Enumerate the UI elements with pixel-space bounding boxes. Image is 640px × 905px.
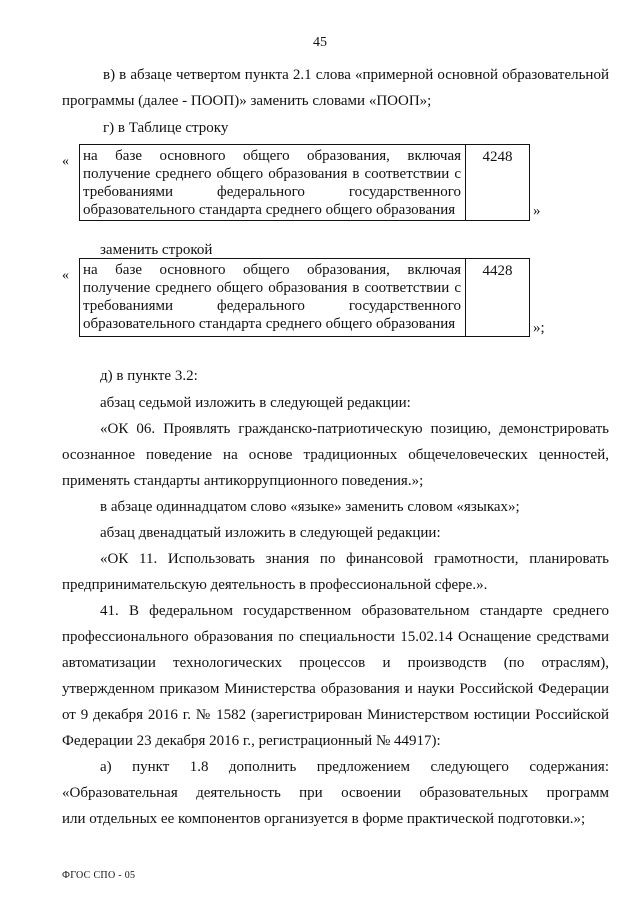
table1-value: 4248 [482,149,513,165]
table2-close-quote: »; [533,320,545,336]
para-a-line1: а) пункт 1.8 дополнить предложением следующего содержания: [100,759,609,775]
ok06-line2: осознанное поведение на основе традиционных общечеловеческих ценностей, [62,447,609,463]
para41-line1: 41. В федеральном государственном образовательном стандарте среднего [100,603,609,619]
para-g: г) в Таблице строку [103,120,229,136]
para-abzac7: абзац седьмой изложить в следующей редакции: [100,395,411,411]
table1-text-cell [80,145,466,220]
table1-open-quote: « [62,154,69,169]
table2-line: образовательного стандарта среднего общего образования [83,316,456,332]
table1-line: на базе основного общего образования, включая [83,148,461,164]
footer-code: ФГОС СПО - 05 [62,870,136,881]
page-number: 45 [313,35,327,50]
para-abzac12: абзац двенадцатый изложить в следующей редакции: [100,525,441,541]
table2-line: получение среднего общего образования в соответствии с [83,280,461,296]
replace-label: заменить строкой [100,242,213,258]
para41-line6: Федерации 23 декабря 2016 г., регистрационный № 44917): [62,733,441,749]
para41-line5: от 9 декабря 2016 г. № 1582 (зарегистрирован Министерством юстиции Российской [62,707,609,723]
para-a-line3: или отдельных ее компонентов организуется в форме практической подготовки.»; [62,811,586,827]
table1-line: образовательного стандарта среднего общего образования [83,202,456,218]
table2 [79,258,530,337]
table1-line: требованиями федерального государственного [83,184,461,200]
para-a-line2: «Образовательная деятельность при освоении образовательных программ [62,785,609,801]
ok11-line2: предпринимательскую деятельность в профессиональной сфере.». [62,577,488,593]
para41-line4: утвержденном приказом Министерства образования и науки Российской Федерации [62,681,609,697]
ok06-line1: «ОК 06. Проявлять гражданско-патриотическую позицию, демонстрировать [100,421,609,437]
table2-value: 4428 [482,263,513,279]
ok06-line3: применять стандарты антикоррупционного поведения.»; [62,473,424,489]
para-v-line1: в) в абзаце четвертом пункта 2.1 слова «примерной основной образовательной [103,67,609,83]
table2-line: на базе основного общего образования, включая [83,262,461,278]
table1-close-quote: » [533,203,541,219]
table1 [79,144,530,221]
table2-line: требованиями федерального государственного [83,298,461,314]
para-abzac11: в абзаце одиннадцатом слово «языке» заменить словом «языках»; [100,499,520,515]
table1-line: получение среднего общего образования в соответствии с [83,166,461,182]
para41-line3: автоматизации технологических процессов и производств (по отраслям), [62,655,609,671]
para-d: д) в пункте 3.2: [100,368,198,384]
para41-line2: профессионального образования по специальности 15.02.14 Оснащение средствами [62,629,609,645]
ok11-line1: «ОК 11. Использовать знания по финансовой грамотности, планировать [100,551,609,567]
table2-text-cell [80,259,466,336]
para-v-line2: программы (далее - ПООП)» заменить словами «ПООП»; [62,93,432,109]
table2-open-quote: « [62,268,69,283]
